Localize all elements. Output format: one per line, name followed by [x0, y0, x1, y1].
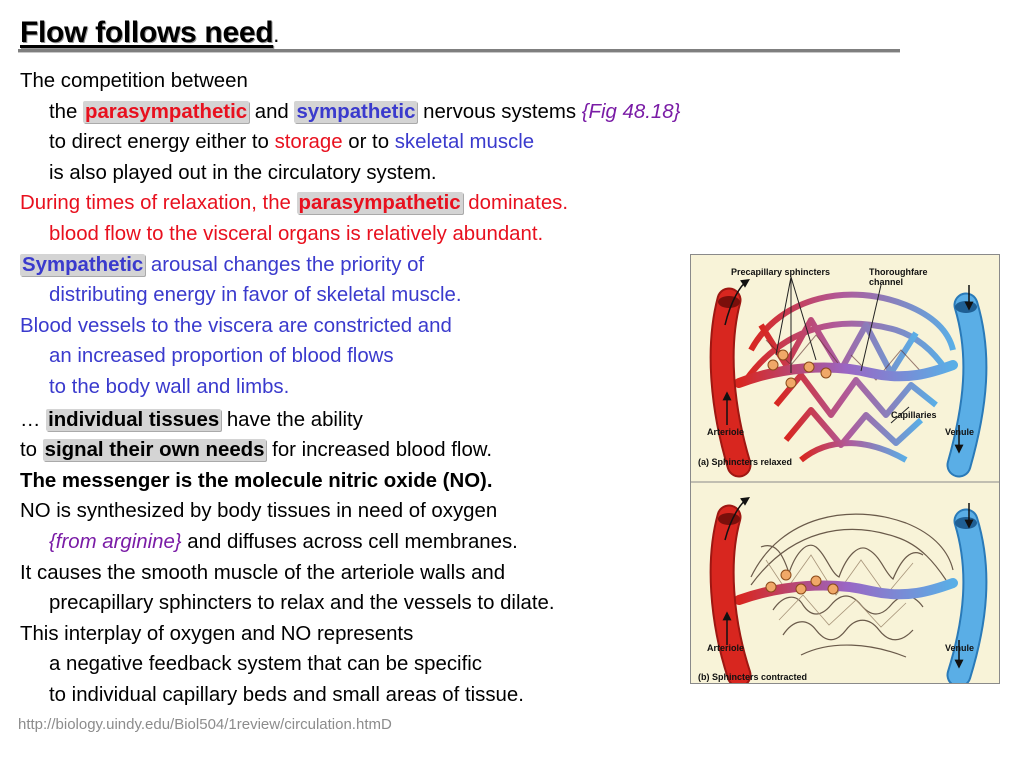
label-thoroughfare: Thoroughfare	[869, 267, 928, 277]
text-span: NO is synthesized by body tissues in need of oxygen	[20, 500, 498, 523]
text-span: to individual capillary beds and small areas of tissue.	[49, 683, 524, 706]
label-thoroughfare-channel: channel	[869, 277, 904, 287]
panel-b-contracted	[698, 499, 977, 682]
text-span: nervous systems	[417, 100, 582, 123]
highlighted-term: parasympathetic	[85, 100, 248, 123]
text-span: During times of relaxation, the	[20, 192, 297, 215]
slide-title	[20, 16, 279, 50]
caption-b: (b) Sphincters contracted	[698, 672, 808, 682]
body-line	[20, 372, 700, 403]
text-span: blood flow to the visceral organs is relatively abundant.	[49, 222, 544, 245]
title-divider	[18, 49, 900, 53]
text-span: skeletal muscle	[394, 131, 535, 154]
highlighted-term: signal their own needs	[44, 439, 265, 462]
body-line	[20, 311, 700, 342]
highlighted-term: parasympathetic	[298, 192, 461, 215]
text-span: {Fig 48.18}	[581, 100, 681, 123]
text-span: Blood vessels to the viscera are constricted and	[20, 314, 452, 337]
text-span: is also played out in the circulatory system.	[49, 161, 437, 184]
label-arteriole-b: Arteriole	[707, 643, 745, 653]
slide-title-text: Flow follows need	[20, 16, 274, 49]
highlighted-term: individual tissues	[48, 408, 220, 431]
body-line	[20, 496, 700, 527]
text-span: and	[249, 100, 295, 123]
body-line	[20, 66, 700, 97]
text-span: to the body wall and limbs.	[49, 375, 290, 398]
text-span: The messenger is the molecule nitric oxide (NO).	[20, 469, 493, 492]
text-span: a negative feedback system that can be specific	[49, 653, 482, 676]
body-line	[20, 527, 700, 558]
body-line	[20, 649, 700, 680]
slide-body	[20, 66, 700, 710]
label-precapillary-sphincters: Precapillary sphincters	[731, 267, 831, 277]
caption-a: (a) Sphincters relaxed	[698, 457, 793, 467]
body-line	[20, 219, 700, 250]
body-line	[20, 250, 700, 281]
venule-a	[959, 305, 975, 465]
text-span: and diffuses across cell membranes.	[181, 530, 518, 553]
source-url[interactable]: http://biology.uindy.edu/Biol504/1review/circulation.htmD	[18, 716, 392, 733]
text-span: dominates.	[462, 192, 569, 215]
text-span: arousal changes the priority of	[145, 253, 425, 276]
highlighted-term: sympathetic	[296, 100, 416, 123]
text-span: distributing energy in favor of skeletal muscle.	[49, 284, 462, 307]
highlighted-term: Sympathetic	[22, 253, 144, 276]
text-span: The competition between	[20, 70, 248, 92]
label-arteriole-a: Arteriole	[707, 427, 745, 437]
body-line	[20, 466, 700, 497]
body-line	[20, 435, 700, 466]
text-span: storage	[274, 131, 343, 154]
body-line	[20, 558, 700, 589]
text-span: the	[49, 100, 84, 123]
text-span: or to	[342, 131, 395, 154]
capillary-diagram	[691, 255, 999, 683]
body-line	[20, 280, 700, 311]
body-line	[20, 405, 700, 436]
body-line	[20, 619, 700, 650]
label-capillaries: Capillaries	[891, 410, 937, 420]
body-line	[20, 127, 700, 158]
slide-title-suffix: .	[273, 22, 280, 47]
body-line	[20, 588, 700, 619]
text-span: an increased proportion of blood flows	[49, 345, 394, 368]
label-venule-a: Venule	[945, 427, 975, 437]
panel-a-relaxed	[698, 267, 977, 467]
body-line	[20, 97, 700, 128]
body-line	[20, 680, 700, 711]
capillary-bed-figure	[690, 254, 1000, 684]
text-span: to	[20, 439, 43, 462]
text-span: It causes the smooth muscle of the arteriole walls and	[20, 561, 506, 584]
text-span: precapillary sphincters to relax and the vessels to dilate.	[49, 592, 555, 615]
text-span: …	[20, 408, 47, 431]
text-span: for increased blood flow.	[266, 439, 493, 462]
text-span: {from arginine}	[49, 530, 182, 553]
text-span: have the ability	[221, 408, 363, 431]
body-line	[20, 341, 700, 372]
text-span: This interplay of oxygen and NO represents	[20, 622, 414, 645]
body-line	[20, 188, 700, 219]
body-line	[20, 158, 700, 189]
label-venule-b: Venule	[945, 643, 975, 653]
text-span: to direct energy either to	[49, 131, 275, 154]
